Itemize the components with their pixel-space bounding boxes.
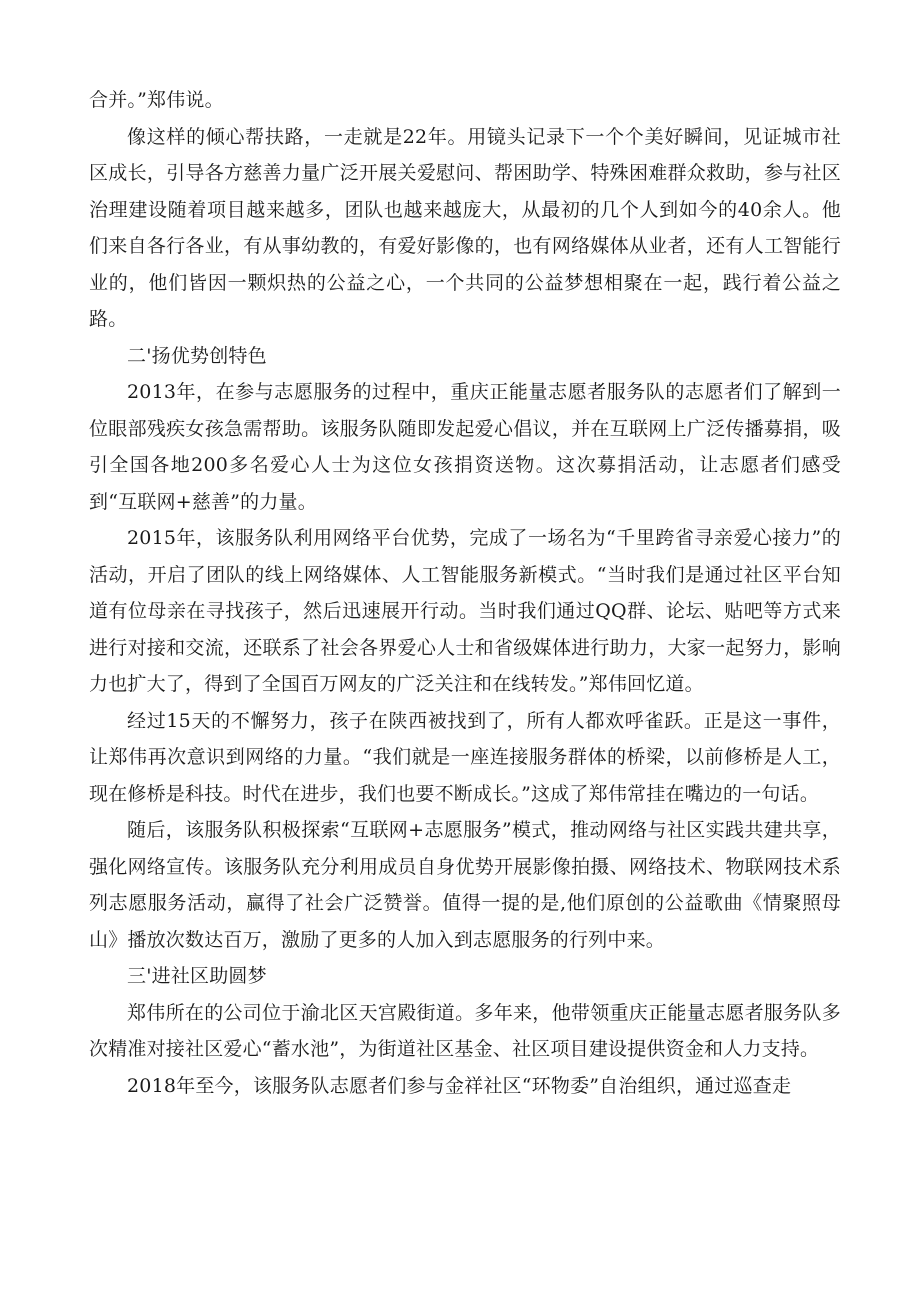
paragraph-2018: 2018年至今，该服务队志愿者们参与金祥社区“环物委”自治组织，通过巡查走 — [127, 1074, 792, 1097]
paragraph-2015: 2015年，该服务队利用网络平台优势，完成了一场名为“千里跨省寻亲爱心接力”的活动，开启了团队的线上网络媒体、人工智能服务新模式。“当时我们是通过社区平台知道有位母亲在寻找孩子，然后迅速展开行动。当时我们通过QQ群、论坛、贴吧等方式来进行对接和交流，还联系了社会各界爱心人士和省级媒体进行助力，大家一起努力，影响力也扩大了，得到了全国百万网友的广泛关注和在线转发。”郑伟回忆道。 — [89, 527, 841, 695]
paragraph-internet-volunteer: 随后，该服务队积极探索“互联网+志愿服务”模式，推动网络与社区实践共建共享，强化网络宣传。该服务队充分利用成员自身优势开展影像拍摄、网络技术、物联网技术系列志愿服务活动，赢得了社会广泛赞誉。值得一提的是,他们原创的公益歌曲《情聚照母山》播放次数达百万，激励了更多的人加入到志愿服务的行列中来。 — [89, 819, 841, 951]
paragraph-continuation: 合并。”郑伟说。 — [89, 89, 224, 111]
paragraph-15-days: 经过15天的不懈努力，孩子在陕西被找到了，所有人都欢呼雀跃。正是这一事件，让郑伟再次意识到网络的力量。“我们就是一座连接服务群体的桥梁，以前修桥是人工，现在修桥是科技。时代在进步，我们也要不断成长。”这成了郑伟常挂在嘴边的一句话。 — [89, 709, 841, 805]
article-body — [89, 82, 841, 1104]
paragraph-company: 郑伟所在的公司位于渝北区天宫殿街道。多年来，他带领重庆正能量志愿者服务队多次精准对接社区爱心“蓄水池”，为街道社区基金、社区项目建设提供资金和人力支持。 — [89, 1001, 841, 1060]
section-heading-3: 三'进社区助圆梦 — [127, 965, 267, 987]
paragraph-team-history: 像这样的倾心帮扶路，一走就是22年。用镜头记录下一个个美好瞬间，见证城市社区成长，引导各方慈善力量广泛开展关爱慰问、帮困助学、特殊困难群众救助，参与社区治理建设随着项目越来越多，团队也越来越庞大，从最初的几个人到如今的40余人。他们来自各行各业，有从事幼教的，有爱好影像的，也有网络媒体从业者，还有人工智能行业的，他们皆因一颗炽热的公益之心，一个共同的公益梦想相聚在一起，践行着公益之路。 — [89, 125, 841, 330]
paragraph-2013: 2013年，在参与志愿服务的过程中，重庆正能量志愿者服务队的志愿者们了解到一位眼部残疾女孩急需帮助。该服务队随即发起爱心倡议，并在互联网上广泛传播募捐，吸引全国各地200多名爱心人士为这位女孩捐资送物。这次募捐活动，让志愿者们感受到“互联网+慈善”的力量。 — [89, 381, 841, 513]
section-heading-2: 二'扬优势创特色 — [127, 344, 267, 367]
